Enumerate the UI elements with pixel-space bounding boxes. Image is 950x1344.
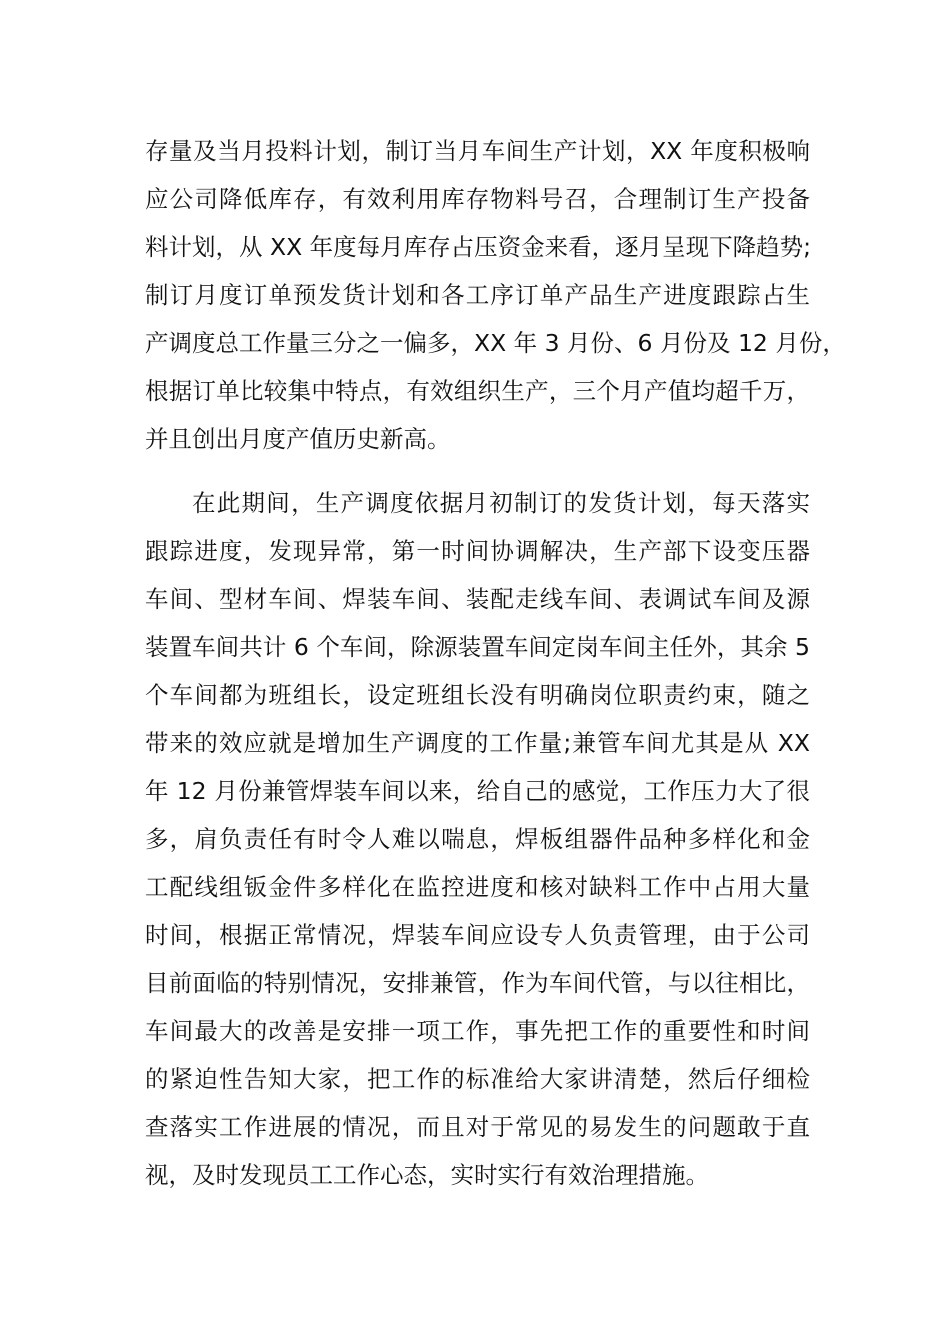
paragraph-line: 车间最大的改善是安排一项工作，事先把工作的重要性和时间 xyxy=(145,1017,810,1045)
paragraph-line: 个车间都为班组长，设定班组长没有明确岗位职责约束，随之 xyxy=(145,681,810,709)
paragraph-line: 查落实工作进展的情况，而且对于常见的易发生的问题敢于直 xyxy=(145,1113,810,1141)
paragraph-line: 料计划，从 XX 年度每月库存占压资金来看，逐月呈现下降趋势; xyxy=(145,233,812,261)
paragraph-2 xyxy=(145,479,810,1199)
paragraph-line: 跟踪进度，发现异常，第一时间协调解决，生产部下设变压器 xyxy=(145,537,810,565)
paragraph-line: 在此期间，生产调度依据月初制订的发货计划，每天落实 xyxy=(192,489,810,517)
paragraph-line: 多，肩负责任有时令人难以喘息，焊板组器件品种多样化和金 xyxy=(145,825,810,853)
paragraph-line: 带来的效应就是增加生产调度的工作量;兼管车间尤其是从 XX xyxy=(145,729,810,757)
paragraph-line: 目前面临的特别情况，安排兼管，作为车间代管，与以往相比， xyxy=(145,969,810,997)
paragraph-line: 制订月度订单预发货计划和各工序订单产品生产进度跟踪占生 xyxy=(145,281,810,309)
paragraph-line: 应公司降低库存，有效利用库存物料号召，合理制订生产投备 xyxy=(145,185,810,213)
paragraph-line: 产调度总工作量三分之一偏多，XX 年 3 月份、6 月份及 12 月份， xyxy=(145,329,846,357)
paragraph-line: 根据订单比较集中特点，有效组织生产，三个月产值均超千万， xyxy=(145,377,810,405)
paragraph-1 xyxy=(145,127,846,463)
paragraph-line: 并且创出月度产值历史新高。 xyxy=(145,425,451,453)
paragraph-line: 视，及时发现员工工作心态，实时实行有效治理措施。 xyxy=(145,1161,709,1189)
paragraph-line: 年 12 月份兼管焊装车间以来，给自己的感觉，工作压力大了很 xyxy=(145,777,810,805)
paragraph-line: 装置车间共计 6 个车间，除源装置车间定岗车间主任外，其余 5 xyxy=(145,633,810,661)
paragraph-line: 时间，根据正常情况，焊装车间应设专人负责管理，由于公司 xyxy=(145,921,810,949)
paragraph-line: 的紧迫性告知大家，把工作的标准给大家讲清楚，然后仔细检 xyxy=(145,1065,810,1093)
paragraph-line: 车间、型材车间、焊装车间、装配走线车间、表调试车间及源 xyxy=(145,585,810,613)
paragraph-line: 工配线组钣金件多样化在监控进度和核对缺料工作中占用大量 xyxy=(145,873,810,901)
paragraph-line: 存量及当月投料计划，制订当月车间生产计划，XX 年度积极响 xyxy=(145,137,810,165)
